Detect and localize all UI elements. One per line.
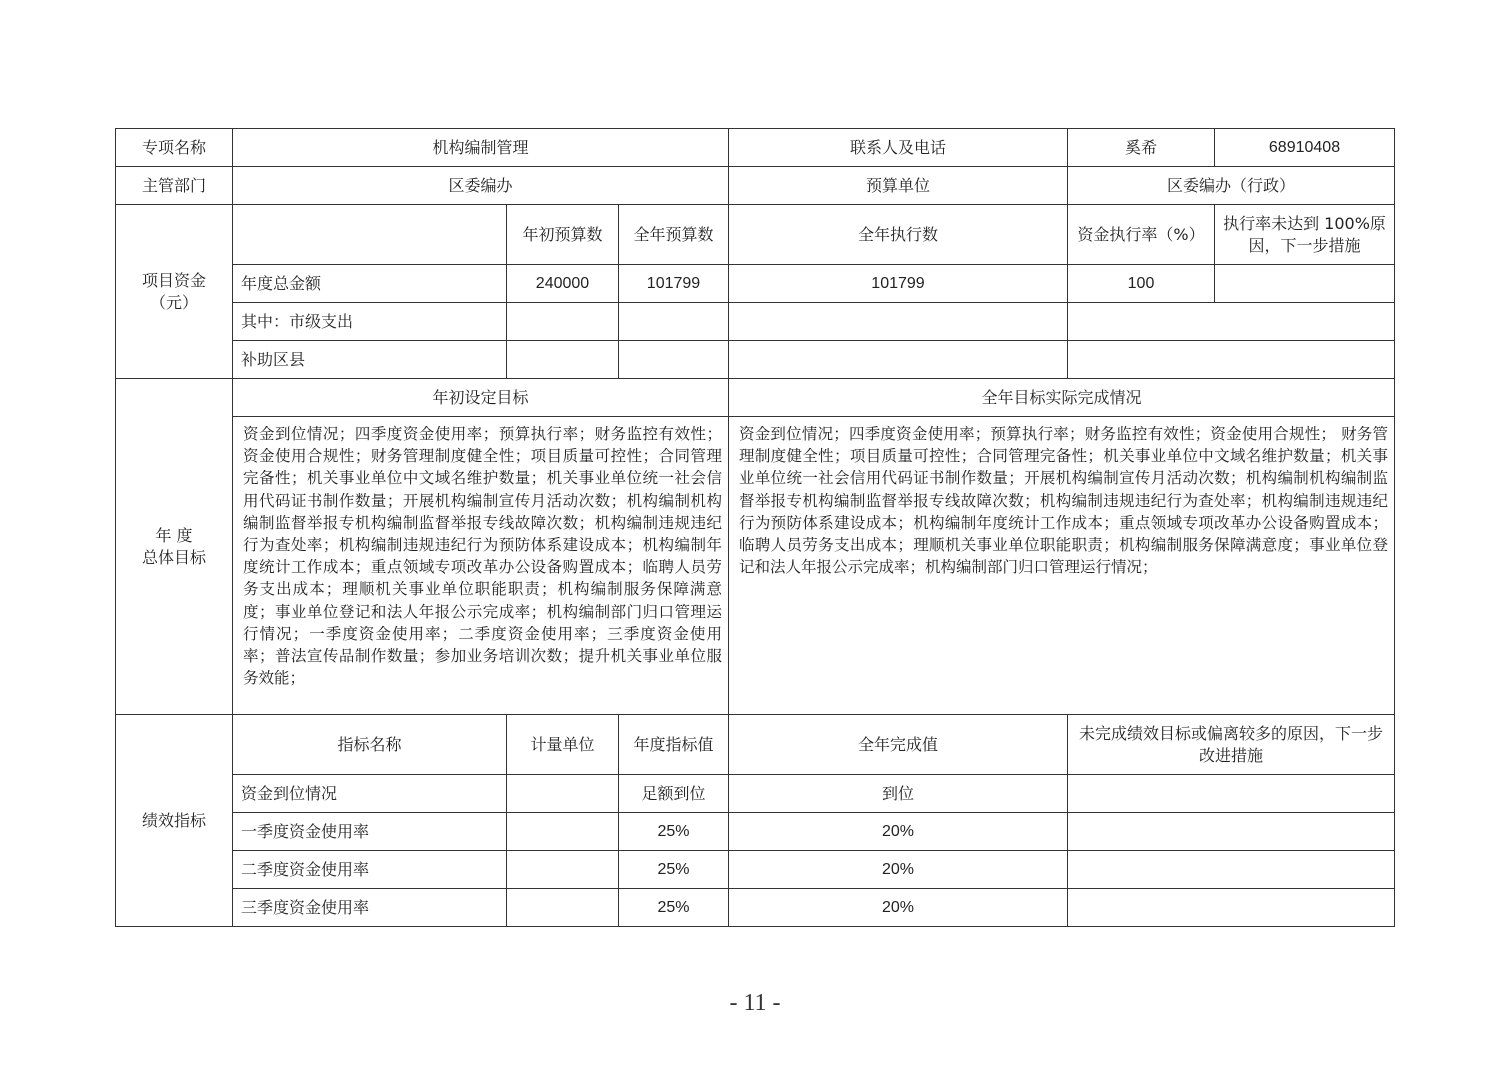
col-indicator-reason: 未完成绩效目标或偏离较多的原因，下一步改进措施 xyxy=(1068,715,1395,775)
label-contact: 联系人及电话 xyxy=(729,129,1068,167)
funds-executed xyxy=(729,303,1068,341)
indicator-name: 一季度资金使用率 xyxy=(233,813,507,851)
col-initial-goals: 年初设定目标 xyxy=(233,379,729,417)
indicator-row xyxy=(116,851,1395,889)
indicator-row xyxy=(116,813,1395,851)
funds-header-empty xyxy=(233,205,507,265)
col-actual-goals: 全年目标实际完成情况 xyxy=(729,379,1395,417)
funds-row xyxy=(116,303,1395,341)
funds-initial: 240000 xyxy=(507,265,619,303)
funds-reason xyxy=(1215,265,1395,303)
indicator-row xyxy=(116,775,1395,813)
indicator-reason xyxy=(1068,775,1395,813)
actual-goals-text: 资金到位情况；四季度资金使用率；预算执行率；财务监控有效性；资金使用合规性； 财务管理制度健全性；项目质量可控性；合同管理完备性；机关事业单位中文域名维护数量；机关事业单位统一社会信用代码证书制作数量；开展机构编制宣传月活动次数；机构编制机构编制监督举报专机构编制监督举报专线故障次数；机构编制违规违纪行为查处率；机构编制违规违纪行为预防体系建设成本；机构编制年度统计工作成本；重点领域专项改革办公设备购置成本；临聘人员劳务支出成本；理顺机关事业单位职能职责；机构编制服务保障满意度；事业单位登记和法人年报公示完成率；机构编制部门归口管理运行情况； xyxy=(729,417,1395,715)
funds-row xyxy=(116,265,1395,303)
indicator-reason xyxy=(1068,851,1395,889)
funds-row-label: 补助区县 xyxy=(233,341,507,379)
budget-unit: 区委编办（行政） xyxy=(1068,167,1395,205)
indicator-reason xyxy=(1068,889,1395,927)
performance-table xyxy=(115,128,1395,927)
dept: 区委编办 xyxy=(233,167,729,205)
funds-rate xyxy=(1068,303,1395,341)
indicator-name: 二季度资金使用率 xyxy=(233,851,507,889)
header-row-1 xyxy=(116,129,1395,167)
col-indicator-name: 指标名称 xyxy=(233,715,507,775)
page-number: - 11 - xyxy=(729,990,781,1016)
col-indicator-unit: 计量单位 xyxy=(507,715,619,775)
indicator-target: 25% xyxy=(619,851,729,889)
funds-initial xyxy=(507,303,619,341)
funds-rate: 100 xyxy=(1068,265,1215,303)
col-annual-budget: 全年预算数 xyxy=(619,205,729,265)
funds-annual xyxy=(619,341,729,379)
col-indicator-target: 年度指标值 xyxy=(619,715,729,775)
project-name: 机构编制管理 xyxy=(233,129,729,167)
funds-executed: 101799 xyxy=(729,265,1068,303)
contact-person: 奚希 xyxy=(1068,129,1215,167)
funds-section-label: 项目资金（元） xyxy=(116,205,233,379)
col-indicator-actual: 全年完成值 xyxy=(729,715,1068,775)
indicator-actual: 到位 xyxy=(729,775,1068,813)
goals-content-row xyxy=(116,417,1395,715)
funds-executed xyxy=(729,341,1068,379)
indicators-header-row xyxy=(116,715,1395,775)
funds-annual: 101799 xyxy=(619,265,729,303)
indicator-unit xyxy=(507,851,619,889)
funds-row-label: 年度总金额 xyxy=(233,265,507,303)
indicator-name: 资金到位情况 xyxy=(233,775,507,813)
goals-section-label: 年 度 总体目标 xyxy=(116,379,233,715)
indicator-unit xyxy=(507,775,619,813)
funds-row xyxy=(116,341,1395,379)
funds-header-row xyxy=(116,205,1395,265)
funds-rate xyxy=(1068,341,1395,379)
funds-row-label: 其中：市级支出 xyxy=(233,303,507,341)
initial-goals-text: 资金到位情况；四季度资金使用率；预算执行率；财务监控有效性；资金使用合规性；财务管理制度健全性；项目质量可控性；合同管理完备性；机关事业单位中文域名维护数量；机关事业单位统一社会信用代码证书制作数量；开展机构编制宣传月活动次数；机构编制机构编制监督举报专机构编制监督举报专线故障次数；机构编制违规违纪行为查处率；机构编制违规违纪行为预防体系建设成本；机构编制年度统计工作成本；重点领域专项改革办公设备购置成本；临聘人员劳务支出成本；理顺机关事业单位职能职责；机构编制服务保障满意度；事业单位登记和法人年报公示完成率；机构编制部门归口管理运行情况；一季度资金使用率；二季度资金使用率；三季度资金使用率；普法宣传品制作数量；参加业务培训次数；提升机关事业单位服务效能； xyxy=(233,417,729,715)
label-dept: 主管部门 xyxy=(116,167,233,205)
indicator-target: 足额到位 xyxy=(619,775,729,813)
contact-phone: 68910408 xyxy=(1215,129,1395,167)
indicator-actual: 20% xyxy=(729,889,1068,927)
label-budget-unit: 预算单位 xyxy=(729,167,1068,205)
indicator-row xyxy=(116,889,1395,927)
indicator-unit xyxy=(507,813,619,851)
funds-annual xyxy=(619,303,729,341)
header-row-2 xyxy=(116,167,1395,205)
indicator-name: 三季度资金使用率 xyxy=(233,889,507,927)
col-initial-budget: 年初预算数 xyxy=(507,205,619,265)
indicator-reason xyxy=(1068,813,1395,851)
indicator-actual: 20% xyxy=(729,851,1068,889)
indicator-unit xyxy=(507,889,619,927)
indicator-target: 25% xyxy=(619,889,729,927)
label-project-name: 专项名称 xyxy=(116,129,233,167)
col-exec-rate: 资金执行率（%） xyxy=(1068,205,1215,265)
indicator-actual: 20% xyxy=(729,813,1068,851)
funds-initial xyxy=(507,341,619,379)
col-executed: 全年执行数 xyxy=(729,205,1068,265)
goals-header-row xyxy=(116,379,1395,417)
indicator-target: 25% xyxy=(619,813,729,851)
indicators-section-label: 绩效指标 xyxy=(116,715,233,927)
col-rate-reason: 执行率未达到 100%原因，下一步措施 xyxy=(1215,205,1395,265)
